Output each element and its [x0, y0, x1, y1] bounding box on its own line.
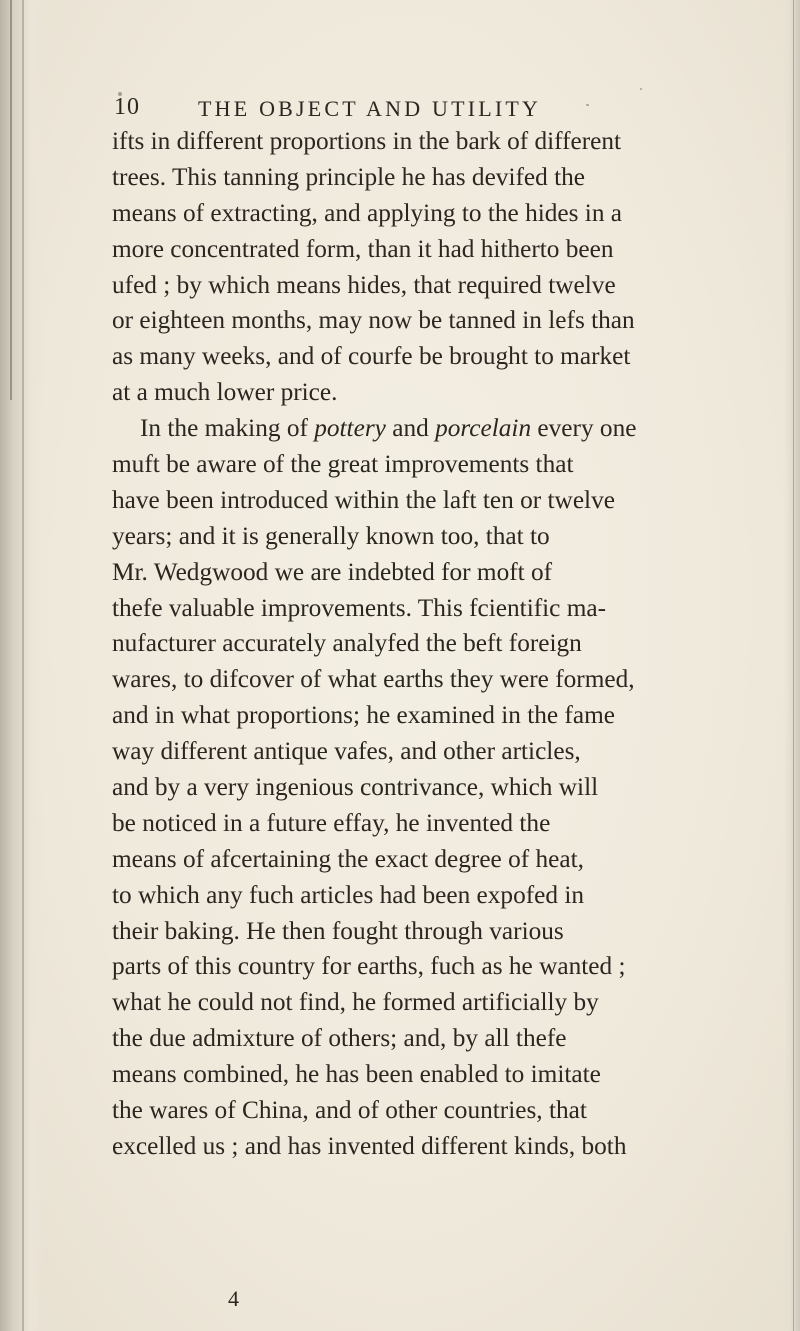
- text-line: nufacturer accurately analyfed the beft foreign: [112, 629, 582, 658]
- text-line: means combined, he has been enabled to imitate: [112, 1060, 601, 1089]
- text-line: have been introduced within the laft ten or twelve: [112, 485, 615, 514]
- italic-term-pottery: pottery: [314, 414, 386, 443]
- text-run: and: [385, 414, 436, 443]
- page-right-edge-line: [793, 0, 794, 1331]
- text-line: and by a very ingenious contrivance, which will: [112, 773, 599, 802]
- text-line: thefe valuable improvements. This fcientific ma-: [112, 593, 607, 622]
- text-run: In the making of: [140, 414, 315, 443]
- text-run: every one: [531, 414, 637, 443]
- text-line: years; and it is generally known too, that to: [112, 521, 550, 550]
- text-line: what he could not find, he formed artificially by: [112, 988, 599, 1017]
- binding-edge-line: [10, 0, 12, 400]
- text-line: their baking. He then fought through various: [112, 916, 564, 945]
- text-line: more concentrated form, than it had hitherto been: [112, 234, 614, 263]
- text-line: the wares of China, and of other countries, that: [112, 1096, 587, 1125]
- text-line: Mr. Wedgwood we are indebted for moft of: [112, 557, 553, 586]
- text-line: ufed ; by which means hides, that required twelve: [112, 270, 616, 299]
- body-text: [112, 124, 788, 1165]
- text-line: means of afcertaining the exact degree of heat,: [112, 844, 584, 873]
- binding-edge-line: [22, 0, 24, 1331]
- running-header: [114, 86, 714, 126]
- text-line: parts of this country for earths, fuch as he wanted ;: [112, 952, 626, 981]
- text-line: means of extracting, and applying to the hides in a: [112, 198, 623, 227]
- text-line: wares, to difcover of what earths they were formed,: [112, 665, 635, 694]
- text-line: be noticed in a future effay, he invented the: [112, 808, 551, 837]
- text-line: at a much lower price.: [112, 378, 338, 407]
- text-line: to which any fuch articles had been expofed in: [112, 880, 585, 909]
- text-line: excelled us ; and has invented different kinds, both: [112, 1131, 627, 1160]
- signature-mark: 4: [228, 1286, 239, 1311]
- text-line: as many weeks, and of courfe be brought to market: [112, 342, 631, 371]
- page-number: 10: [114, 94, 140, 120]
- text-line: the due admixture of others; and, by all thefe: [112, 1024, 567, 1053]
- running-head-title: THE OBJECT AND UTILITY: [198, 96, 542, 121]
- paragraph-first-line: [112, 411, 788, 447]
- text-line: and in what proportions; he examined in the fame: [112, 701, 615, 730]
- text-line: trees. This tanning principle he has devifed the: [112, 162, 586, 191]
- text-line: or eighteen months, may now be tanned in lefs than: [112, 306, 635, 335]
- text-line: way different antique vafes, and other articles,: [112, 737, 581, 766]
- text-line: muft be aware of the great improvements that: [112, 450, 574, 479]
- italic-term-porcelain: porcelain: [435, 414, 532, 443]
- text-line: ifts in different proportions in the bark of different: [112, 127, 622, 155]
